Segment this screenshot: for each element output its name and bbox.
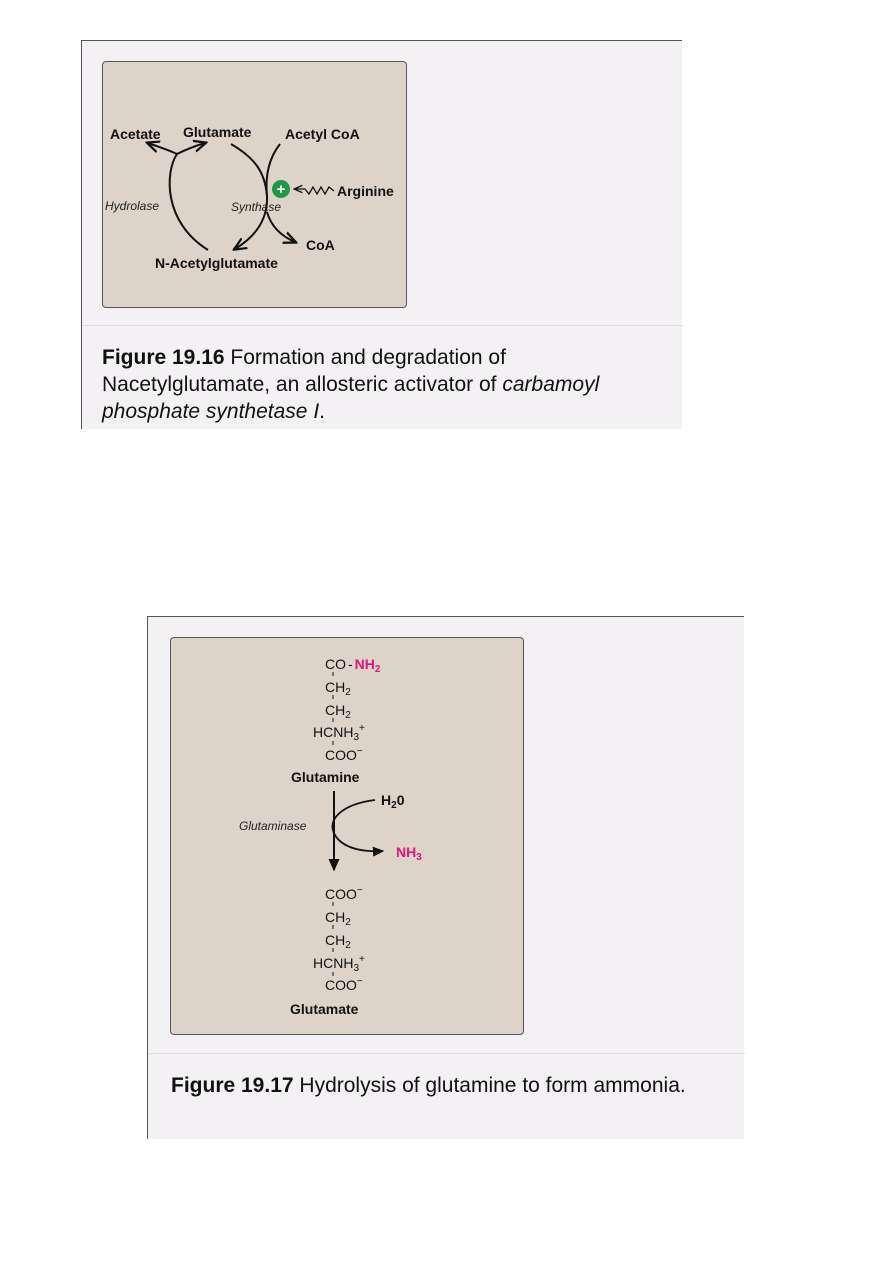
hydrolase-arc <box>170 154 208 250</box>
figure-19-17-card <box>147 616 744 1139</box>
water-in-ammonia-out-curve <box>332 800 383 851</box>
glutamine-carboxylate-group: COO− <box>325 746 363 763</box>
glutamine-structure <box>291 656 381 785</box>
synthase-label: Synthase <box>231 200 282 214</box>
glutamine-ch2-group: $CH_2$ <box>325 702 351 721</box>
activation-plus-symbol: + <box>276 181 286 198</box>
n-acetylglutamate-label: N-Acetylglutamate <box>155 255 278 271</box>
n-acetylglutamate-cycle-diagram <box>103 62 408 309</box>
figure-19-16-caption <box>102 344 677 425</box>
glutamate-structure <box>290 885 365 1017</box>
hydrolase-label: Hydrolase <box>105 199 160 213</box>
acetate-label: Acetate <box>110 126 161 142</box>
figure-19-17-diagram-panel <box>170 637 524 1035</box>
glutaminase-label: Glutaminase <box>239 819 307 833</box>
figure-19-17-caption-label: Figure 19.17 <box>171 1074 294 1097</box>
glutamate-amino-group: $HCNH_3^+$ <box>313 954 365 974</box>
figure-19-16-card <box>81 40 682 429</box>
coa-arrow <box>267 212 295 242</box>
figure-19-17-caption-text: Hydrolysis of glutamine to form ammonia. <box>293 1074 686 1097</box>
figure-19-16-caption-end: . <box>319 400 326 423</box>
arginine-label: Arginine <box>337 183 394 199</box>
glutamate-carboxylate-top: COO− <box>325 885 363 902</box>
arginine-activation-arrow <box>295 187 334 194</box>
glutamate-carboxylate-bottom: COO− <box>325 976 363 993</box>
glutamate-ch2-group: $CH_2$ <box>325 909 351 928</box>
figure-19-16-diagram-panel <box>102 61 407 308</box>
glutamate-arrow <box>177 143 205 154</box>
figure-19-17-caption <box>171 1072 731 1099</box>
glutamine-amino-group: $HCNH_3^+$ <box>313 723 365 743</box>
water-label: $H_20$ <box>381 792 405 811</box>
glutamine-label: Glutamine <box>291 769 360 785</box>
glutamine-co-group: CO - $NH_2$ <box>325 656 381 675</box>
acetate-arrow <box>148 143 177 154</box>
glutamate-ch2-group: $CH_2$ <box>325 932 351 951</box>
acetyl-coa-label: Acetyl CoA <box>285 126 360 142</box>
glutamine-hydrolysis-diagram <box>171 638 525 1036</box>
glutamate-input-curve <box>231 144 267 196</box>
figure-19-17-divider <box>148 1053 745 1054</box>
glutamate-label: Glutamate <box>290 1001 359 1017</box>
ammonia-label: $NH_3$ <box>396 844 422 863</box>
figure-19-16-caption-label: Figure 19.16 <box>102 346 225 369</box>
figure-19-16-caption-text: Formation and degradation of Nacetylglutamate, an allosteric activator of <box>102 346 506 396</box>
glutamate-label: Glutamate <box>183 124 252 140</box>
figure-19-16-divider <box>82 325 683 326</box>
glutamine-ch2-group: $CH_2$ <box>325 679 351 698</box>
figure-19-16-caption-enzyme: carbamoyl phosphate synthetase I <box>102 373 600 423</box>
coa-label: CoA <box>306 237 335 253</box>
